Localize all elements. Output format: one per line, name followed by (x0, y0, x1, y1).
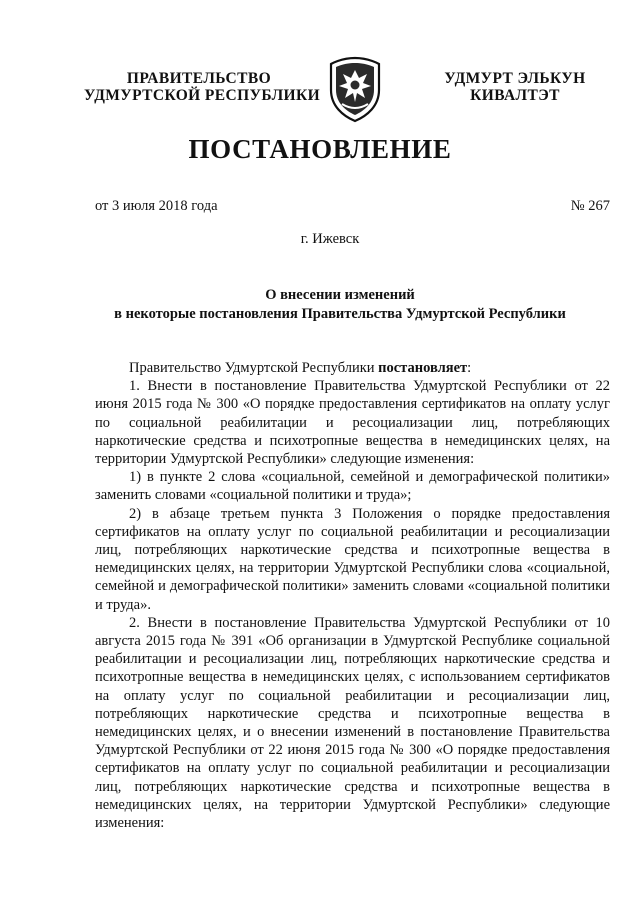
header-right-line1: УДМУРТ ЭЛЬКУН (444, 70, 586, 87)
udmurt-coat-of-arms-icon (325, 54, 385, 124)
document-city: г. Ижевск (300, 231, 360, 247)
document-number: № 267 (570, 198, 610, 214)
subject-line1: О внесении изменений (265, 287, 415, 303)
government-name-udmurt (430, 70, 600, 104)
paragraph-2: 2. Внести в постановление Правительства Удмуртской Республики от 10 августа 2015 года № 391 «Об организации в Удмуртской Республике социальной реабилитации и ресоциализации лиц, потребляющих наркотические средства и психотропные вещества в немедицинских целях, с использованием сертификатов на оплату услуг по социальной реабилитации и ресоциализации лиц, потребляющих наркотические средства и психотропные вещества в немедицинских целях, и о внесении изменений в постановление Правительства Удмуртской Республики от 22 июня 2015 года № 300 «О порядке предоставления сертификатов на оплату услуг по социальной реабилитации и ресоциализации лиц, потребляющих наркотические средства и психотропные вещества в немедицинских целях, на территории Удмуртской Республики» следующие изменения: (95, 614, 610, 832)
header-right-line2: КИВАЛТЭТ (470, 87, 560, 104)
document-subject (40, 286, 640, 324)
intro-bold: постановляет (378, 360, 468, 376)
intro-prefix: Правительство Удмуртской Республики (129, 360, 379, 376)
intro-suffix: : (467, 360, 472, 376)
paragraph-1: 1. Внести в постановление Правительства Удмуртской Республики от 22 июня 2015 года № 300 «О порядке предоставления сертификатов на оплату услуг по социальной реабилитации и ресоциализации лиц, потребляющих наркотические средства и психотропные вещества в немедицинских целях, на территории Удмуртской Республики» следующие изменения: (95, 378, 610, 468)
document-body (95, 359, 610, 832)
paragraph-1-1: 1) в пункте 2 слова «социальной, семейной и демографической политики» заменить словами «социальной политики и труда»; (95, 469, 610, 504)
paragraph-1-2: 2) в абзаце третьем пункта 3 Положения о порядке предоставления сертификатов на оплату услуг по социальной реабилитации и ресоциализации лиц, потребляющих наркотические средства и психотропные вещества в немедицинских целях, на территории Удмуртской Республики слова «социальной, семейной и демографической политики» заменить словами «социальной политики и труда». (95, 505, 610, 613)
document-date: от 3 июля 2018 года (95, 198, 218, 214)
intro-paragraph (95, 359, 610, 377)
header-left-line2: УДМУРТСКОЙ РЕСПУБЛИКИ (84, 87, 321, 104)
government-name-russian (84, 70, 321, 104)
header-left-line1: ПРАВИТЕЛЬСТВО (126, 70, 272, 87)
document-title: ПОСТАНОВЛЕНИЕ (188, 134, 452, 164)
subject-line2: в некоторые постановления Правительства Удмуртской Республики (114, 306, 566, 322)
